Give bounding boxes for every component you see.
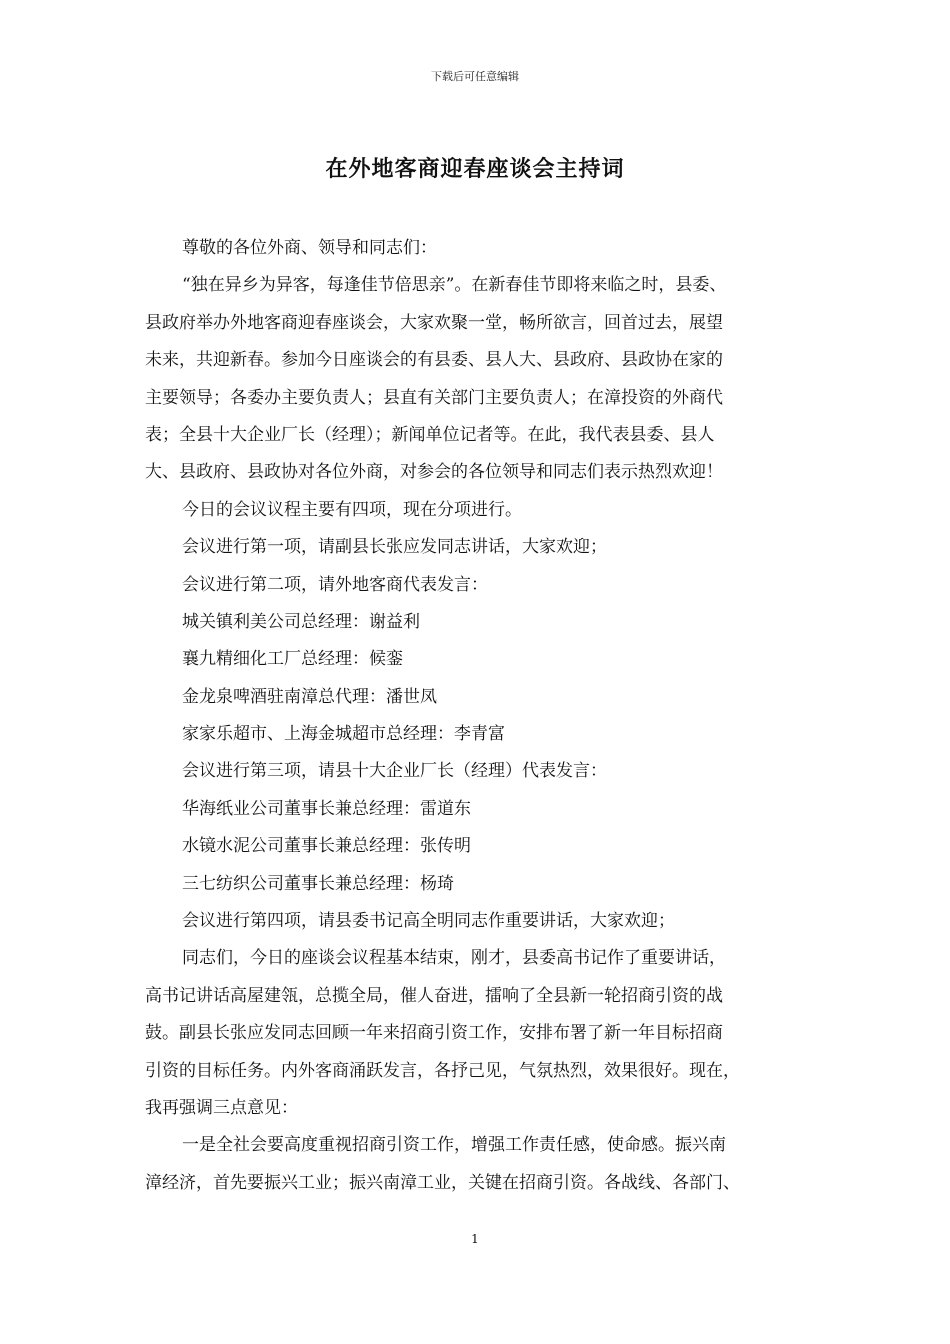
paragraph-line: 会议进行第一项，请副县长张应发同志讲话，大家欢迎；: [182, 537, 607, 558]
paragraph-line: 水镜水泥公司董事长兼总经理：张传明: [182, 836, 471, 857]
paragraph-line: 今日的会议议程主要有四项，现在分项进行。: [182, 499, 522, 520]
document-body: [145, 230, 825, 1202]
paragraph-line: 会议进行第四项，请县委书记高全明同志作重要讲话，大家欢迎；: [182, 911, 675, 932]
paragraph-line: 会议进行第三项，请县十大企业厂长（经理）代表发言：: [182, 761, 607, 782]
page-number: 1: [471, 1232, 479, 1246]
paragraph-line: “独在异乡为异客，每逢佳节倍思亲”。在新春佳节即将来临之时，县委、: [182, 275, 727, 296]
paragraph-line: 襄九精细化工厂总经理：候銮: [182, 649, 403, 670]
paragraph-line: 金龙泉啤酒驻南漳总代理：潘世凤: [182, 686, 437, 707]
paragraph-line: 县政府举办外地客商迎春座谈会，大家欢聚一堂，畅所欲言，回首过去，展望: [145, 312, 723, 333]
paragraph-line: 未来，共迎新春。参加今日座谈会的有县委、县人大、县政府、县政协在家的: [145, 350, 723, 371]
paragraph-line: 高书记讲话高屋建瓴，总揽全局，催人奋进，擂响了全县新一轮招商引资的战: [145, 985, 723, 1006]
paragraph-line: 家家乐超市、上海金城超市总经理：李青富: [182, 724, 505, 745]
paragraph-line: 引资的目标任务。内外客商涌跃发言，各抒己见，气氛热烈，效果很好。现在，: [145, 1060, 740, 1081]
document-title: 在外地客商迎春座谈会主持词: [325, 156, 625, 182]
paragraph-line: 鼓。副县长张应发同志回顾一年来招商引资工作，安排布署了新一年目标招商: [145, 1023, 723, 1044]
paragraph-line: 一是全社会要高度重视招商引资工作，增强工作责任感，使命感。振兴南: [182, 1135, 726, 1156]
header-note: 下载后可任意编辑: [431, 70, 519, 83]
paragraph-line: 同志们，今日的座谈会议程基本结束，刚才，县委高书记作了重要讲话，: [182, 948, 726, 969]
paragraph-line: 漳经济，首先要振兴工业；振兴南漳工业，关键在招商引资。各战线、各部门、: [145, 1172, 740, 1193]
paragraph-line: 三七纺织公司董事长兼总经理：杨琦: [182, 873, 454, 894]
paragraph-line: 华海纸业公司董事长兼总经理：雷道东: [182, 798, 471, 819]
paragraph-line: 尊敬的各位外商、领导和同志们：: [182, 238, 437, 258]
paragraph-line: 主要领导；各委办主要负责人；县直有关部门主要负责人；在漳投资的外商代: [145, 387, 723, 408]
paragraph-line: 会议进行第二项，请外地客商代表发言：: [182, 574, 488, 595]
paragraph-line: 表；全县十大企业厂长（经理）；新闻单位记者等。在此，我代表县委、县人: [145, 424, 715, 445]
paragraph-line: 城关镇利美公司总经理：谢益利: [182, 611, 420, 632]
paragraph-line: 我再强调三点意见：: [145, 1097, 298, 1118]
paragraph-line: 大、县政府、县政协对各位外商，对参会的各位领导和同志们表示热烈欢迎！: [145, 462, 723, 483]
